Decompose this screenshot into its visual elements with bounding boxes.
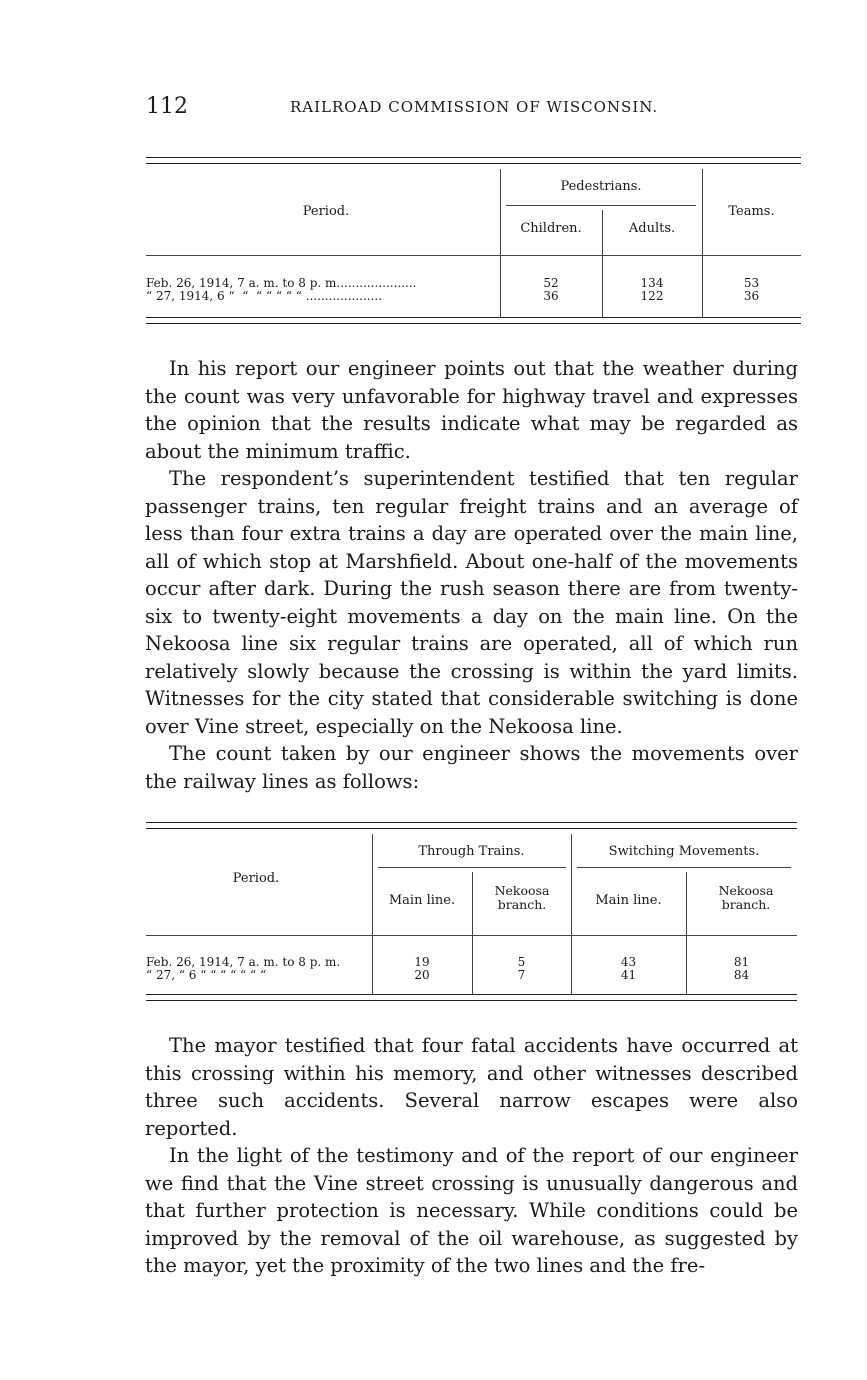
table-cell: 19 xyxy=(414,955,430,969)
table-cell: 41 xyxy=(620,968,637,982)
table-cell: 134 xyxy=(640,276,664,290)
table-cell: 43 xyxy=(620,955,637,969)
table-cell: 81 xyxy=(733,955,750,969)
through-trains-header: Through Trains. xyxy=(418,844,525,859)
paragraph: In the light of the testimony and of the report of our engineer we find that the Vine street crossing is unusually dangerous and that further protection is necessary. While conditions could be improved by the removal of the oil warehouse, as suggested by the mayor, yet the proximity of the two lines and the fre- xyxy=(145,1144,798,1277)
teams-header: Teams. xyxy=(728,204,775,219)
table-row-period: Feb. 26, 1914, 7 a. m. to 8 p. m..................... xyxy=(146,276,417,290)
pedestrian-count-table xyxy=(146,155,801,330)
table-row-period: Feb. 26, 1914, 7 a. m. to 8 p. m. xyxy=(146,955,341,969)
adults-header: Adults. xyxy=(628,221,676,236)
train-movements-table xyxy=(146,820,797,1005)
period-header: Period. xyxy=(302,204,350,219)
table-cell: 53 xyxy=(743,276,760,290)
table-cell: 5 xyxy=(517,955,526,969)
body-text-1 xyxy=(145,355,798,795)
table-row-period: “ 27, 1914, 6 “ “ “ “ “ “ “ .................... xyxy=(146,289,383,303)
body-text-2 xyxy=(145,1032,798,1280)
paragraph: The mayor testified that four fatal accidents have occurred at this crossing within his memory, and other witnesses described three such accidents. Several narrow escapes were also reported. xyxy=(145,1034,798,1140)
paragraph: The count taken by our engineer shows the movements over the railway lines as follows: xyxy=(145,742,798,793)
table-cell: 36 xyxy=(543,289,559,303)
pedestrians-header: Pedestrians. xyxy=(560,179,642,194)
main-line-header: Main line. xyxy=(595,893,662,908)
paragraph: In his report our engineer points out that the weather during the count was very unfavorable for highway travel and expresses the opinion that the results indicate what may be regarded as about the minimum traffic. xyxy=(145,357,798,463)
table-cell: 20 xyxy=(414,968,430,982)
table-cell: 122 xyxy=(640,289,664,303)
table-cell: 52 xyxy=(543,276,559,290)
children-header: Children. xyxy=(520,221,582,236)
table-row-period: “ 27, “ 6 “ “ “ “ “ “ “ xyxy=(146,968,267,982)
main-line-header: Main line. xyxy=(388,893,456,908)
switching-movements-header: Switching Movements. xyxy=(608,844,760,859)
table-cell: 36 xyxy=(743,289,760,303)
page-number: 112 xyxy=(146,94,188,119)
running-title: RAILROAD COMMISSION OF WISCONSIN. xyxy=(290,98,659,116)
period-header: Period. xyxy=(232,871,280,886)
nekoosa-branch-header: Nekoosa branch. xyxy=(718,883,774,912)
paragraph: The respondent’s superintendent testified that ten regular passenger trains, ten regular freight trains and an average of less than four extra trains a day are operated over the main line, all of which stop at Marshfield. About one-half of the movements occur after dark. During the rush season there are from twenty-six to twenty-eight movements a day on the main line. On the Nekoosa line six regular trains are operated, all of which run relatively slowly because the crossing is within the yard limits. Witnesses for the city stated that considerable switching is done over Vine street, especially on the Nekoosa line. xyxy=(145,467,798,738)
table-cell: 7 xyxy=(517,968,526,982)
table-cell: 84 xyxy=(733,968,750,982)
nekoosa-branch-header: Nekoosa branch. xyxy=(494,883,550,912)
